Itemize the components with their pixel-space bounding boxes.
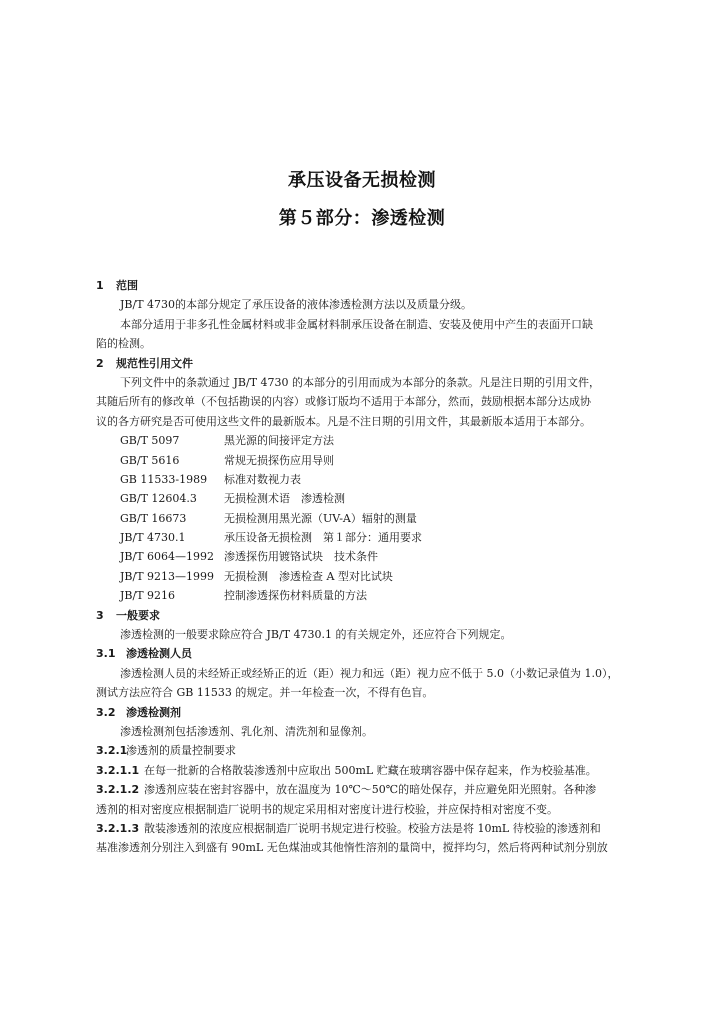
reference-name: 无损检测术语 渗透检测: [224, 492, 345, 506]
reference-item: [96, 470, 656, 489]
subsection-number: 3.1: [96, 647, 116, 661]
reference-item: [96, 586, 656, 605]
paragraph-continuation: 议的各方研究是否可使用这些文件的最新版本。凡是不注日期的引用文件，其最新版本适用于本部分。: [96, 414, 591, 428]
clause-number: 3.2.1.3: [96, 821, 140, 835]
section-heading-3: [96, 606, 656, 625]
reference-name: 承压设备无损检测 第１部分：通用要求: [224, 531, 422, 545]
section-number: 2: [96, 356, 104, 370]
reference-item: [96, 451, 656, 470]
subsection-title: 渗透检测人员: [126, 647, 192, 661]
subsection-title: 渗透剂的质量控制要求: [126, 744, 236, 758]
section-title: 一般要求: [116, 608, 160, 622]
subsection-heading-3-1: [96, 644, 656, 663]
clause-text: 散装渗透剂的浓度应根据制造厂说明书规定进行校验。校验方法是将 10mL 待校验的渗透剂和: [144, 821, 601, 835]
reference-code: GB/T 5097: [120, 434, 180, 448]
reference-code: GB/T 16673: [120, 511, 187, 525]
section-heading-1: [96, 276, 656, 295]
reference-item: [96, 528, 656, 547]
reference-code: JB/T 6064—1992: [120, 550, 215, 564]
section-number: 1: [96, 279, 104, 292]
document-subtitle: 第５部分：渗透检测: [278, 208, 446, 229]
clause-number: 3.2.1.2: [96, 783, 140, 797]
subsection-title: 渗透检测剂: [126, 705, 181, 719]
document-body: [96, 276, 656, 858]
clause-3-2-1-3: [96, 819, 656, 838]
paragraph: 下列文件中的条款通过 JB/T 4730 的本部分的引用而成为本部分的条款。凡是注日期的引用文件，: [120, 375, 601, 389]
section-number: 3: [96, 608, 104, 622]
clause-3-2-1-2: [96, 780, 656, 799]
section-title: 规范性引用文件: [116, 356, 193, 370]
section-heading-2: [96, 354, 656, 373]
paragraph: 渗透检测剂包括渗透剂、乳化剂、清洗剂和显像剂。: [120, 724, 373, 738]
clause-continuation: 基准渗透剂分别注入到盛有 90mL 无色煤油或其他惰性溶剂的量筒中，搅拌均匀，然后将两种试剂分别放: [96, 841, 608, 855]
paragraph: JB/T 4730的本部分规定了承压设备的液体渗透检测方法以及质量分级。: [120, 298, 473, 312]
reference-item: [96, 489, 656, 508]
reference-name: 黑光源的间接评定方法: [224, 434, 334, 448]
document-title: 承压设备无损检测: [288, 170, 436, 191]
section-title: 范围: [116, 279, 138, 292]
subsection-heading-3-2-1: [96, 741, 656, 760]
reference-item: [96, 547, 656, 566]
reference-name: 无损检测 渗透检查 A 型对比试块: [224, 569, 393, 583]
reference-name: 渗透探伤用镀铬试块 技术条件: [224, 550, 378, 564]
reference-name: 标准对数视力表: [224, 472, 301, 486]
paragraph-continuation: 陷的检测。: [96, 337, 151, 351]
paragraph-continuation: 测试方法应符合 GB 11533 的规定。并一年检查一次，不得有色盲。: [96, 686, 434, 700]
reference-code: GB/T 12604.3: [120, 492, 197, 506]
reference-name: 无损检测用黑光源（UV-A）辐射的测量: [224, 511, 417, 525]
clause-text: 在每一批新的合格散装渗透剂中应取出 500mL 贮藏在玻璃容器中保存起来，作为校验基准。: [144, 763, 597, 777]
clause-3-2-1-1: [96, 761, 656, 780]
subsection-number: 3.2.1: [96, 744, 128, 758]
reference-code: GB 11533-1989: [120, 472, 208, 486]
subsection-number: 3.2: [96, 705, 116, 719]
clause-text: 渗透剂应装在密封容器中，放在温度为 10℃～50℃的暗处保存，并应避免阳光照射。各种渗: [144, 783, 597, 797]
subsection-heading-3-2: [96, 703, 656, 722]
reference-code: JB/T 4730.1: [120, 531, 186, 545]
reference-name: 常规无损探伤应用导则: [224, 453, 334, 467]
reference-code: GB/T 5616: [120, 453, 180, 467]
reference-code: JB/T 9216: [120, 589, 176, 603]
paragraph-continuation: 其随后所有的修改单（不包括勘误的内容）或修订版均不适用于本部分，然而，鼓励根据本部分达成协: [96, 395, 591, 409]
reference-item: [96, 509, 656, 528]
reference-item: [96, 431, 656, 450]
reference-item: [96, 567, 656, 586]
paragraph: 渗透检测的一般要求除应符合 JB/T 4730.1 的有关规定外，还应符合下列规定。: [120, 628, 512, 642]
clause-continuation: 透剂的相对密度应根据制造厂说明书的规定采用相对密度计进行校验，并应保持相对密度不变。: [96, 802, 558, 816]
reference-name: 控制渗透探伤材料质量的方法: [224, 589, 367, 603]
reference-code: JB/T 9213—1999: [120, 569, 215, 583]
clause-number: 3.2.1.1: [96, 763, 140, 777]
paragraph: 渗透检测人员的未经矫正或经矫正的近（距）视力和远（距）视力应不低于 5.0（小数记录值为 1.0），: [120, 666, 619, 680]
paragraph: 本部分适用于非多孔性金属材料或非金属材料制承压设备在制造、安装及使用中产生的表面开口缺: [120, 317, 593, 331]
